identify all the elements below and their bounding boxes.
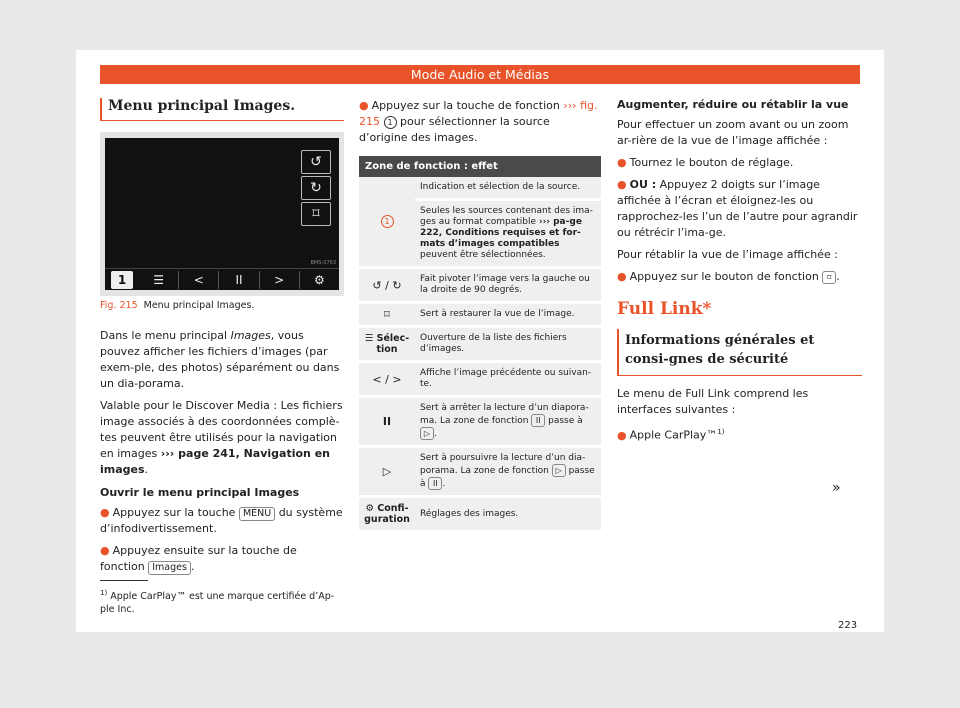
column-middle bbox=[359, 98, 601, 533]
pause-key-icon: II bbox=[428, 477, 442, 490]
list-item: ● Appuyez sur la touche de fonction ››› fig. 215 1 pour sélectionner la source d’origine des images. bbox=[359, 99, 598, 144]
rotate-left-icon: ↺ bbox=[301, 150, 331, 174]
images-key: Images bbox=[148, 561, 191, 575]
image-code: BMS-0763 bbox=[310, 260, 336, 266]
table-header: Zone de fonction : effet bbox=[359, 156, 601, 177]
table-row bbox=[359, 397, 601, 447]
pause-icon: II bbox=[359, 397, 415, 447]
table-cell: Fait pivoter l’image vers la gauche ou la droite de 90 degrés. bbox=[415, 268, 601, 303]
list-item: ● Appuyez sur la touche MENU du système d’infodivertissement. bbox=[100, 506, 343, 535]
callout-number: 1 bbox=[384, 116, 397, 129]
column-left bbox=[100, 98, 344, 575]
table-cell: Réglages des images. bbox=[415, 497, 601, 532]
table-row bbox=[359, 177, 601, 200]
screen-display bbox=[105, 138, 339, 290]
table-row bbox=[359, 268, 601, 303]
prev-next-icon: < / > bbox=[359, 362, 415, 397]
settings-icon: ⚙ bbox=[314, 272, 325, 287]
page-number: 223 bbox=[838, 620, 858, 631]
table-cell: Indication et sélection de la source. bbox=[415, 177, 601, 200]
table-cell: Seules les sources contenant des ima-ges au format compatible ››› pa-ge 222, Conditions requises et for-mats d’images compatibles peuvent être sélectionnées. bbox=[415, 200, 601, 268]
list-item: ● Appuyez ensuite sur la touche de fonction Images . bbox=[100, 544, 297, 573]
table-cell: Affiche l’image précédente ou suivan-te. bbox=[415, 362, 601, 397]
table-cell: Sert à restaurer la vue de l’image. bbox=[415, 303, 601, 327]
list-item: ● Apple CarPlay™$^{1)}$ bbox=[617, 428, 725, 442]
paragraph: Valable pour le Discover Media : Les fichiers image associés à des coordonnées complè-tes peuvent être utilisés pour la navigation en images ››› page 241, Navigation en images. bbox=[100, 399, 343, 476]
table-row bbox=[359, 303, 601, 327]
figure-screen bbox=[100, 132, 344, 296]
pause-key-icon: II bbox=[531, 414, 545, 427]
table-cell: Ouverture de la liste des fichiers d’images. bbox=[415, 327, 601, 362]
list-item: ● OU : Appuyez 2 doigts sur l’image affichée à l’écran et éloignez-les ou rapprochez-les l’un de l’autre pour agrandir ou rétrécir l’ima-ge. bbox=[617, 178, 858, 239]
subsection-title: Ouvrir le menu principal Images bbox=[100, 486, 300, 499]
table-row bbox=[359, 362, 601, 397]
rotate-right-icon: ↻ bbox=[301, 176, 331, 200]
page bbox=[76, 50, 884, 632]
list-icon: ☰ bbox=[139, 271, 179, 289]
pause-icon: II bbox=[219, 271, 259, 289]
table-cell: Sert à arrêter la lecture d’un diapora-ma. La zone de fonction II passe à ▷ . bbox=[415, 397, 601, 447]
footnote-divider bbox=[100, 580, 148, 581]
cross-reference-link[interactable]: ››› page 241, Navigation en images bbox=[100, 447, 330, 476]
rotate-icon: ↺ / ↻ bbox=[359, 268, 415, 303]
figure-caption-text: Menu principal Images. bbox=[143, 300, 255, 311]
figure-caption bbox=[100, 300, 344, 311]
table-row bbox=[359, 497, 601, 532]
function-table bbox=[359, 156, 601, 533]
table-row bbox=[359, 447, 601, 497]
footnote: $^{1)}$ Apple CarPlay™ est une marque certifiée d’Ap-ple Inc. bbox=[100, 589, 335, 616]
list-icon: ☰ Sélec-tion bbox=[359, 327, 415, 362]
paragraph: Dans le menu principal Images, vous pouvez afficher les fichiers d’images (par exem-ple, des photos) séparément ou dans un dia-porama. bbox=[100, 329, 340, 390]
table-cell: Sert à poursuivre la lecture d’un dia-porama. La zone de fonction ▷ passe à II . bbox=[415, 447, 601, 497]
settings-icon: ⚙ Confi-guration bbox=[359, 497, 415, 532]
menu-key: MENU bbox=[239, 507, 275, 521]
table-cell-icon: 1 bbox=[359, 177, 415, 268]
screen-bottom-bar bbox=[105, 268, 339, 290]
chapter-header: Mode Audio et Médias bbox=[100, 65, 860, 84]
play-key-icon: ▷ bbox=[420, 427, 434, 440]
paragraph: Pour effectuer un zoom avant ou un zoom ar-rière de la vue de l’image affichée : bbox=[617, 118, 849, 147]
continue-mark: » bbox=[832, 480, 841, 496]
section-title: Informations générales et consi-gnes de sécurité bbox=[617, 329, 862, 376]
play-icon: ▷ bbox=[359, 447, 415, 497]
paragraph: Le menu de Full Link comprend les interfaces suivantes : bbox=[617, 387, 809, 416]
column-right bbox=[617, 98, 862, 444]
callout-number: 1 bbox=[111, 271, 133, 289]
paragraph: Pour rétablir la vue de l’image affichée : bbox=[617, 248, 838, 261]
fit-view-icon: ⌑ bbox=[822, 271, 836, 284]
chapter-title: Full Link* bbox=[617, 299, 712, 319]
play-key-icon: ▷ bbox=[552, 464, 566, 477]
next-icon: > bbox=[260, 271, 300, 289]
list-item: ● Tournez le bouton de réglage. bbox=[617, 156, 794, 169]
previous-icon: < bbox=[179, 271, 219, 289]
table-row bbox=[359, 327, 601, 362]
fit-view-icon: ⌑ bbox=[359, 303, 415, 327]
section-title: Menu principal Images. bbox=[100, 98, 344, 121]
figure-link[interactable]: ››› fig. 215 bbox=[359, 99, 598, 128]
figure-label: Fig. 215 bbox=[100, 300, 138, 311]
list-item: ● Appuyez sur le bouton de fonction ⌑ . bbox=[617, 270, 840, 283]
fit-view-icon: ⌑ bbox=[301, 202, 331, 226]
subsection-title: Augmenter, réduire ou rétablir la vue bbox=[617, 98, 849, 111]
